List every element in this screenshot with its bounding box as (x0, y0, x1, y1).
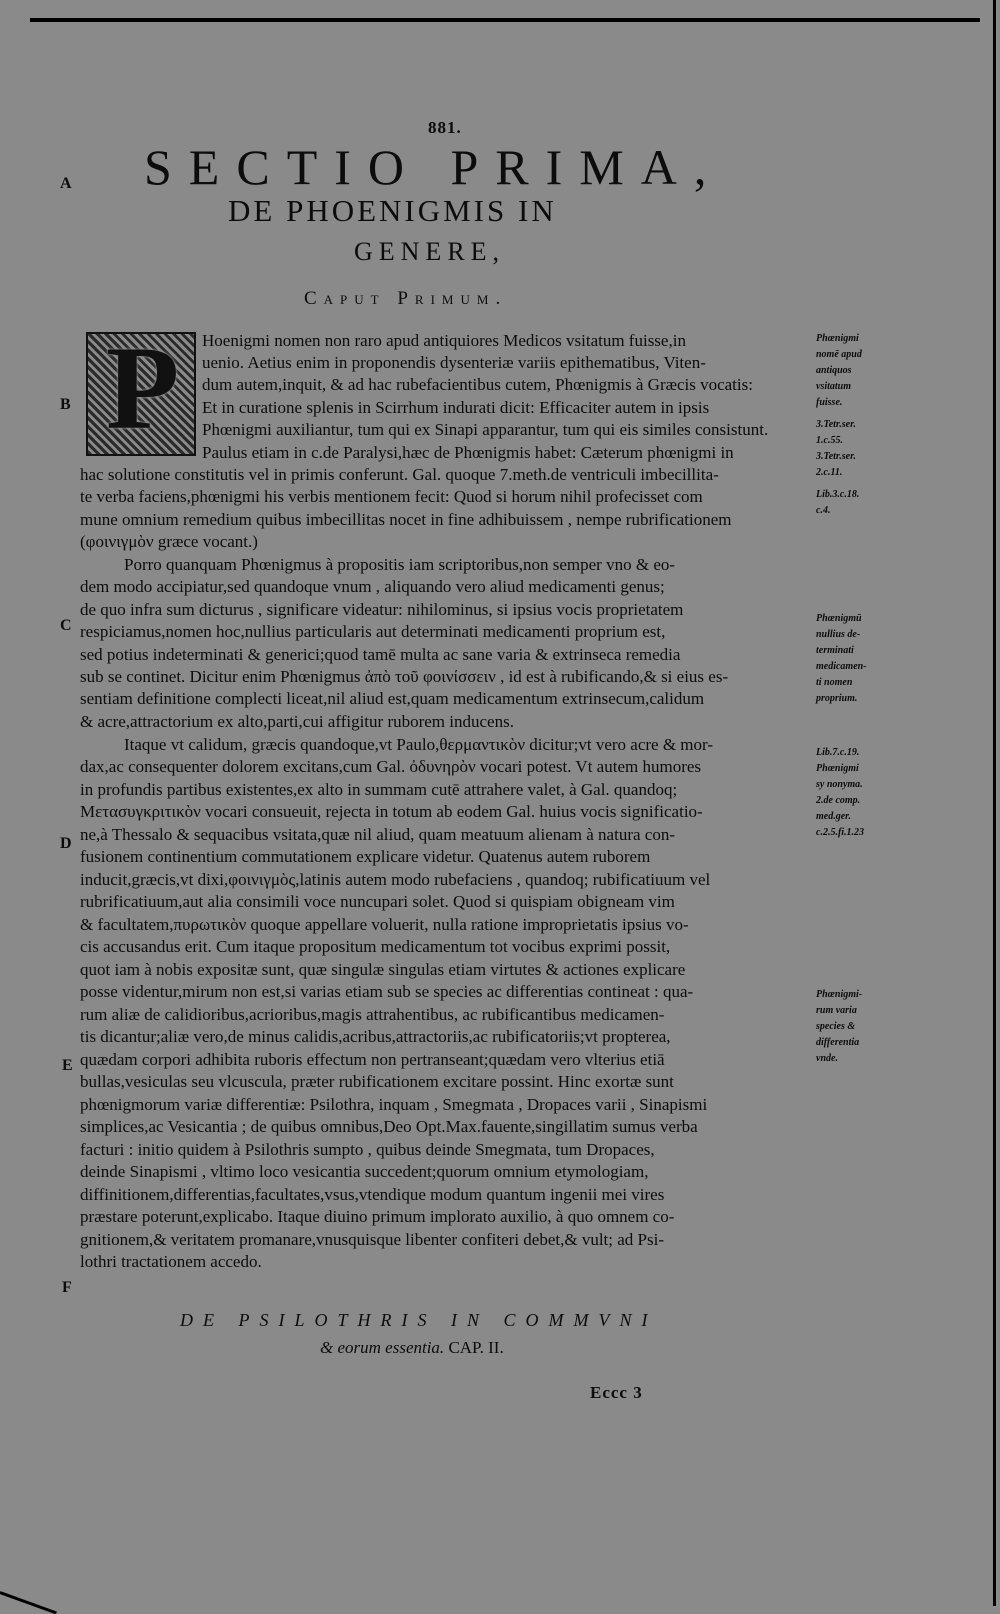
margin-note: rum varia (816, 1005, 857, 1016)
margin-note: med.ger. (816, 811, 851, 822)
body-line: Paulus etiam in c.de Paralysi,hæc de Phœnigmis habet: Cæterum phœnigmi in (202, 443, 734, 462)
margin-note: species & (816, 1021, 856, 1032)
body-line: facturi : initio quidem à Psilothris sumpto , quibus deinde Smegmata, tum Dropaces, (80, 1140, 655, 1159)
section-letter-f: F (62, 1279, 72, 1296)
body-line: ne,à Thessalo & sequacibus vsitata,quæ nil aliud, quam meatuum alienam à natura con- (80, 825, 675, 844)
body-line: lothri tractationem accedo. (80, 1252, 262, 1271)
margin-note: vnde. (816, 1053, 838, 1064)
margin-note: differentia (816, 1037, 860, 1048)
body-line: dem modo accipiatur,sed quandoque vnum , aliquando vero aliud medicamenti genus; (80, 577, 665, 596)
body-line: quot iam à nobis expositæ sunt, quæ singulæ singulas etiam virtutes & actiones explicare (80, 960, 686, 979)
body-line: gnitionem,& veritatem promanare,vnusquisque libenter confiteri debet,& vult; ad Psi- (80, 1230, 664, 1249)
section-letter-c: C (60, 617, 72, 634)
body-line: (φοινιγμὸν græce vocant.) (80, 532, 258, 551)
body-line: te verba faciens,phœnigmi his verbis mentionem fecit: Quod si horum nihil profecisset com (80, 487, 703, 506)
body-line: in profundis partibus existentes,ex alto in summam cutē attrahere valet, à Gal. quandoq; (80, 780, 678, 799)
margin-note: terminati (816, 645, 854, 656)
page-number: 881. (428, 118, 462, 137)
margin-note: sy nonyma. (816, 779, 863, 790)
ornamental-drop-cap (86, 321, 196, 456)
page-title: SECTIO PRIMA, (144, 139, 724, 195)
body-line: cis accusandus erit. Cum itaque propositum medicamentum tot vocibus exprimi possit, (80, 937, 671, 956)
body-line: Porro quanquam Phœnigmus à propositis iam scriptoribus,non semper vno & eo- (124, 555, 676, 574)
chapter-heading: Caput Primum. (304, 288, 508, 309)
margin-note: c.4. (816, 505, 831, 516)
body-line: deinde Sinapismi , vltimo loco vesicantia succedent;quorum omnium etymologiam, (80, 1162, 649, 1181)
body-line: inducit,græcis,vt dixi,φοινιγμὸς,latinis autem modo rubefaciens , quandoq; rubificatiuum vel (80, 870, 711, 889)
section-letter-a: A (60, 175, 72, 192)
margin-note: Phœnigmi- (816, 989, 863, 1000)
scan-edge-bottom (0, 1591, 57, 1614)
section-letter-e: E (62, 1057, 73, 1074)
body-line: mune omnium remedium quibus imbecillitas nocet in fine adhibuissem , nempe rubrificationem (80, 510, 732, 529)
body-line: de quo infra sum dicturus , significare videatur: nihilominus, si ipsius vocis proprietatem (80, 600, 684, 619)
body-line: sub se continet. Dicitur enim Phœnigmus ἀπὸ τοῦ φοινίσσειν , id est à rubificando,& si eius es- (80, 667, 729, 686)
body-line: uenio. Aetius enim in proponendis dysenteriæ variis epithematibus, Viten- (202, 353, 706, 372)
margin-note: Lib.3.c.18. (816, 489, 860, 500)
margin-note: antiquos (816, 365, 852, 376)
body-line: & facultatem,πυρωτικὸν quoque appellare voluerit, nulla ratione improprietatis ipsius vo- (80, 915, 689, 934)
margin-note: fuisse. (816, 397, 843, 408)
body-line: Hoenigmi nomen non raro apud antiquiores Medicos vsitatum fuisse,in (202, 331, 686, 350)
body-line: posse videntur,mirum non est,si varias etiam sub se species ac differentias contineat : qua- (80, 982, 694, 1001)
chapter-2-cap: CAP. II. (448, 1338, 504, 1357)
body-line: respiciamus,nomen hoc,nullius particularis aut determinati medicamenti proprium est, (80, 622, 666, 641)
section-letter-b: B (60, 396, 71, 413)
margin-note: proprium. (816, 693, 858, 704)
body-line: dum autem,inquit, & ad hac rubefacientibus cutem, Phœnigmis à Græcis vocatis: (202, 375, 753, 394)
page-subtitle-2: GENERE, (354, 237, 506, 266)
body-line: præstare poterunt,explicabo. Itaque diuino primum implorato auxilio, à quo omnem co- (80, 1207, 675, 1226)
margin-note: vsitatum (816, 381, 852, 392)
drop-cap-letter: P (106, 321, 180, 454)
body-line: fusionem continentium commutationem explicare videtur. Quatenus autem ruborem (80, 847, 651, 866)
body-line: sed potius indeterminati & generici;quod tamē multa ac sane varia & extrinseca remedia (80, 645, 681, 664)
body-line: Phœnigmi auxiliantur, tum qui ex Sinapi apparantur, tum qui eis similes consistunt. (202, 420, 769, 439)
chapter-2-subtitle (320, 1338, 504, 1358)
margin-note: ti nomen (816, 677, 853, 688)
margin-note: nomē apud (816, 349, 862, 360)
chapter-2-subtitle-italic: & eorum essentia. (320, 1338, 445, 1357)
body-line: Μετασυγκριτικὸν vocari consueuit, rejecta in totum ab eodem Gal. huius vocis significatio- (80, 802, 703, 821)
margin-note: 3.Tetr.ser. (816, 451, 856, 462)
margin-note: Phœnigmi (816, 763, 859, 774)
body-line: rubrificatiuum,aut alia consimili voce nuncupari solet. Quod si quispiam obigneam vim (80, 892, 675, 911)
body-line: & acre,attractorium ex alto,parti,cui affigitur ruborem inducens. (80, 712, 514, 731)
body-line: hac solutione constitutis vel in primis conferunt. Gal. quoque 7.meth.de ventriculi imbecillita- (80, 465, 719, 484)
body-line: dax,ac consequenter dolorem excitans,cum Gal. ὀδυνηρὸν vocari potest. Vt autem humores (80, 757, 702, 776)
scan-edge-top (30, 10, 980, 24)
margin-note: Phœnigmū (816, 613, 862, 624)
margin-note: 2.de comp. (816, 795, 861, 806)
margin-note: c.2.5.fi.1.23 (816, 827, 865, 838)
margin-note: nullius de- (816, 629, 861, 640)
signature-mark: Eccc 3 (590, 1383, 643, 1402)
body-line: simplices,ac Vesicantia ; de quibus omnibus,Deo Opt.Max.fauente,singillatim sumus verba (80, 1117, 698, 1136)
body-line: sentiam definitione complecti liceat,nil aliud est,quam medicamentum extrinsecum,calidum (80, 689, 705, 708)
margin-note: Lib.7.c.19. (816, 747, 860, 758)
scan-edge-right (993, 0, 996, 1606)
section-letter-d: D (60, 835, 72, 852)
margin-note: Phœnigmi (816, 333, 859, 344)
body-line: phœnigmorum variæ differentiæ: Psilothra, inquam , Smegmata , Dropaces varii , Sinapismi (80, 1095, 708, 1114)
chapter-2-title: DE PSILOTHRIS IN COMMVNI (180, 1310, 658, 1330)
body-line: Et in curatione splenis in Scirrhum indurati dicit: Efficaciter autem in ipsis (202, 398, 710, 417)
body-line: rum aliæ de calidioribus,acrioribus,magis attrahentibus, ac rubificantibus medicamen- (80, 1005, 665, 1024)
body-line: quædam corpori adhibita ruboris effectum non pertranseant;quædam vero vlterius etiā (80, 1050, 665, 1069)
margin-note: 3.Tetr.ser. (816, 419, 856, 430)
margin-note: 1.c.55. (816, 435, 843, 446)
body-line: bullas,vesiculas seu vlcuscula, præter rubificationem excitare possint. Hinc exortæ sunt (80, 1072, 674, 1091)
margin-note: 2.c.11. (816, 467, 843, 478)
margin-note: medicamen- (816, 661, 867, 672)
body-line: diffinitionem,differentias,facultates,vsus,vtendique modum quantum ingenii mei vires (80, 1185, 665, 1204)
body-line: Itaque vt calidum, græcis quandoque,vt Paulo,θερμαντικὸν dicitur;vt vero acre & mor- (124, 735, 714, 754)
page-subtitle: DE PHOENIGMIS IN (228, 193, 557, 228)
body-line: tis dicantur;aliæ vero,de minus calidis,acribus,attractoriis,ac rubificatoriis;vt propterea, (80, 1027, 671, 1046)
